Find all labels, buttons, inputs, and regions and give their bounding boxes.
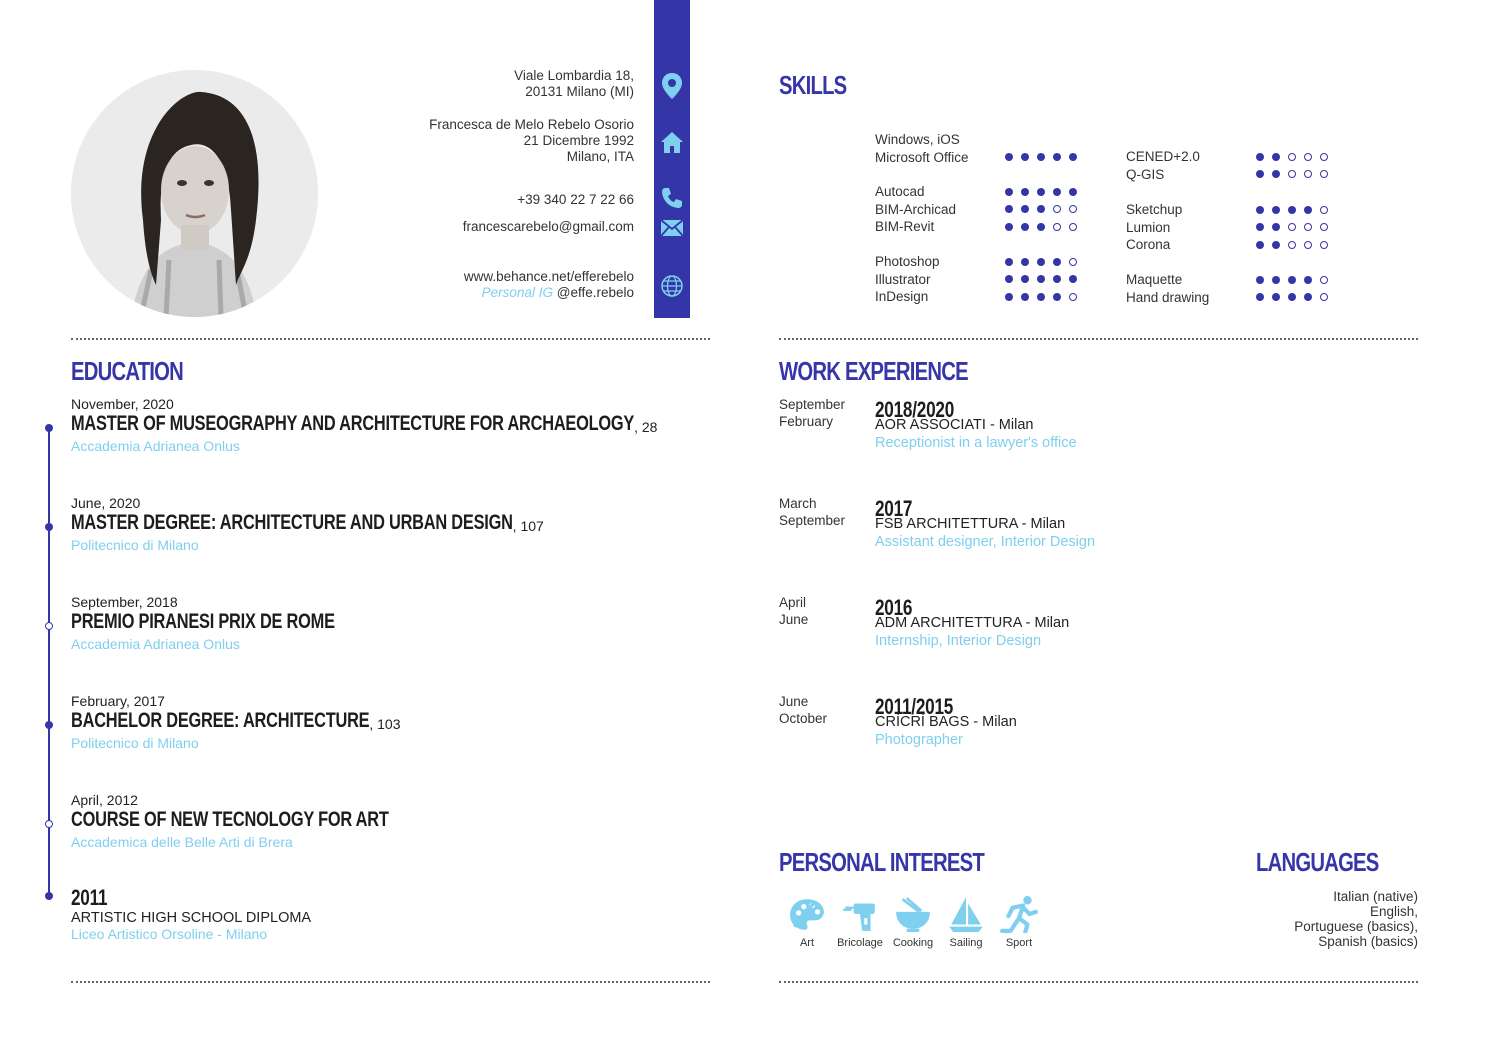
edu-title: COURSE OF NEW TECNOLOGY FOR ART — [71, 808, 389, 831]
edu-title-row — [71, 511, 637, 537]
level-dot-filled — [1005, 188, 1013, 196]
skill-name: Windows, iOS — [875, 132, 960, 147]
address-line-1: Viale Lombardia 18, — [514, 68, 634, 83]
level-dot-filled — [1037, 275, 1045, 283]
level-dot-filled — [1053, 293, 1061, 301]
level-dot-filled — [1037, 258, 1045, 266]
level-dot-filled — [1256, 206, 1264, 214]
birth-place: Milano, ITA — [566, 149, 634, 164]
edu-title-row — [71, 709, 454, 735]
timeline-dot — [45, 892, 53, 900]
level-dot-filled — [1037, 188, 1045, 196]
education-item — [71, 693, 454, 751]
skill-level-row — [1005, 149, 1077, 167]
contact-icon-bar — [654, 0, 690, 318]
home-icon — [660, 130, 684, 154]
skill-level-row — [1005, 288, 1077, 306]
level-dot-empty — [1053, 223, 1061, 231]
skill-level-row — [1005, 183, 1077, 201]
skill-level-row — [1256, 166, 1328, 184]
profile-photo — [71, 70, 318, 317]
edu-institution: Politecnico di Milano — [71, 537, 199, 553]
level-dot-filled — [1288, 293, 1296, 301]
level-dot-filled — [1256, 293, 1264, 301]
work-year: 2016 — [875, 595, 913, 620]
work-months — [779, 396, 845, 430]
edu-institution: Accademica delle Belle Arti di Brera — [71, 834, 293, 850]
level-dot-empty — [1069, 223, 1077, 231]
edu-institution: Politecnico di Milano — [71, 735, 199, 751]
level-dot-empty — [1320, 293, 1328, 301]
skill-group — [1126, 148, 1200, 183]
web-links — [464, 269, 634, 301]
level-dot-filled — [1069, 188, 1077, 196]
level-dot-filled — [1005, 293, 1013, 301]
skill-name: Sketchup — [1126, 202, 1183, 217]
level-dot-filled — [1037, 293, 1045, 301]
edu-title: BACHELOR DEGREE: ARCHITECTURE — [71, 709, 370, 732]
work-year-row — [875, 694, 1017, 719]
address-line-2: 20131 Milano (MI) — [525, 84, 634, 99]
edu-title: ARTISTIC HIGH SCHOOL DIPLOMA — [71, 910, 312, 926]
address — [514, 68, 634, 100]
skill-levels — [1005, 183, 1077, 236]
level-dot-empty — [1288, 241, 1296, 249]
skill-level-row — [1256, 201, 1328, 219]
education-item — [71, 594, 409, 652]
skill-group — [875, 183, 956, 236]
edu-institution: Accademia Adrianea Onlus — [71, 636, 240, 652]
education-item — [71, 396, 793, 454]
level-dot-filled — [1272, 223, 1280, 231]
edu-year: 2011 — [71, 885, 108, 910]
edu-title: MASTER OF MUSEOGRAPHY AND ARCHITECTURE FOR ARCHAEOLOGY — [71, 412, 635, 435]
month-start: April — [779, 595, 807, 610]
edu-score: , 107 — [512, 518, 544, 534]
level-dot-filled — [1304, 293, 1312, 301]
level-dot-filled — [1288, 276, 1296, 284]
level-dot-filled — [1256, 276, 1264, 284]
work-heading: WORK EXPERIENCE — [779, 356, 968, 386]
skill-levels — [1256, 148, 1328, 183]
work-year-row — [875, 397, 1077, 422]
level-dot-filled — [1005, 275, 1013, 283]
interest-heading: PERSONAL INTEREST — [779, 847, 984, 877]
level-dot-filled — [1304, 276, 1312, 284]
phone-icon — [660, 186, 684, 210]
languages-heading: LANGUAGES — [1256, 847, 1379, 877]
edu-institution: Liceo Artistico Orsoline - Milano — [71, 926, 268, 942]
timeline-dot — [45, 523, 53, 531]
level-dot-empty — [1069, 293, 1077, 301]
divider — [779, 338, 1418, 340]
level-dot-filled — [1069, 275, 1077, 283]
level-dot-empty — [1304, 241, 1312, 249]
work-year: 2017 — [875, 496, 913, 521]
level-dot-filled — [1021, 275, 1029, 283]
month-end: June — [779, 612, 809, 627]
work-months — [779, 594, 808, 628]
skill-name: Lumion — [1126, 219, 1171, 235]
work-role: Internship, Interior Design — [875, 633, 1042, 649]
bowl-icon — [894, 895, 932, 933]
language-line: Spanish (basics) — [1318, 934, 1418, 949]
level-dot-filled — [1272, 153, 1280, 161]
timeline-dot-hollow — [45, 820, 53, 828]
skill-name: Corona — [1126, 237, 1171, 252]
work-months — [779, 495, 845, 529]
level-dot-empty — [1320, 170, 1328, 178]
skill-name: Illustrator — [875, 271, 931, 287]
skill-level-row — [1005, 253, 1077, 271]
skill-levels — [1256, 271, 1328, 306]
level-dot-filled — [1021, 205, 1029, 213]
edu-date: November, 2020 — [71, 396, 174, 412]
skill-group — [1126, 201, 1182, 254]
skill-levels — [1256, 201, 1328, 254]
month-end: September — [779, 513, 846, 528]
level-dot-filled — [1021, 188, 1029, 196]
level-dot-filled — [1272, 276, 1280, 284]
drill-icon — [841, 895, 879, 933]
level-dot-filled — [1272, 293, 1280, 301]
level-dot-filled — [1005, 153, 1013, 161]
skill-name: Autocad — [875, 184, 925, 199]
skill-group — [875, 131, 969, 166]
level-dot-filled — [1256, 170, 1264, 178]
skill-name: BIM-Revit — [875, 219, 935, 234]
level-dot-filled — [1256, 153, 1264, 161]
skill-name: Q-GIS — [1126, 166, 1165, 182]
email-link[interactable]: francescarebelo@gmail.com — [462, 219, 634, 234]
edu-date: February, 2017 — [71, 693, 165, 709]
skill-levels — [1005, 253, 1077, 306]
month-end: February — [779, 414, 834, 429]
interest-item — [832, 895, 888, 949]
level-dot-filled — [1272, 241, 1280, 249]
edu-title-row — [71, 610, 409, 636]
level-dot-empty — [1069, 205, 1077, 213]
skill-level-row — [1256, 148, 1328, 166]
work-item — [875, 595, 1069, 649]
level-dot-filled — [1069, 153, 1077, 161]
skill-name: Hand drawing — [1126, 289, 1210, 305]
level-dot-filled — [1304, 206, 1312, 214]
level-dot-empty — [1320, 276, 1328, 284]
skill-level-row — [1005, 218, 1077, 236]
month-start: September — [779, 397, 846, 412]
level-dot-filled — [1005, 205, 1013, 213]
globe-icon — [660, 274, 684, 298]
level-dot-filled — [1021, 258, 1029, 266]
skill-level-row — [1256, 219, 1328, 237]
divider — [71, 981, 710, 983]
birth-date: 21 Dicembre 1992 — [523, 133, 634, 148]
edu-title: MASTER DEGREE: ARCHITECTURE AND URBAN DESIGN — [71, 511, 513, 534]
skill-level-row — [1005, 131, 1077, 149]
location-icon — [660, 72, 684, 100]
runner-icon — [1000, 895, 1038, 933]
work-item — [875, 694, 1017, 748]
edu-score: , 103 — [369, 716, 401, 732]
timeline-dot-hollow — [45, 622, 53, 630]
sailboat-icon — [947, 895, 985, 933]
education-item-final — [71, 885, 311, 942]
interest-item — [779, 895, 835, 949]
level-dot-filled — [1037, 153, 1045, 161]
edu-institution: Accademia Adrianea Onlus — [71, 438, 240, 454]
website-link[interactable]: www.behance.net/efferebelo — [463, 269, 634, 284]
phone-number: +39 340 22 7 22 66 — [517, 192, 634, 207]
level-dot-empty — [1320, 206, 1328, 214]
level-dot-filled — [1037, 205, 1045, 213]
skill-name: BIM-Archicad — [875, 201, 957, 217]
interest-label: Sport — [1005, 937, 1033, 949]
interest-label: Sailing — [949, 937, 983, 949]
edu-date: June, 2020 — [71, 495, 141, 511]
divider — [71, 338, 710, 340]
language-line: English, — [1369, 904, 1418, 919]
skill-level-row — [1005, 201, 1077, 219]
interest-item — [885, 895, 941, 949]
palette-icon — [788, 895, 826, 933]
skill-name: Maquette — [1126, 272, 1183, 287]
language-line: Italian (native) — [1333, 889, 1418, 904]
edu-title-row — [71, 412, 793, 438]
work-role: Photographer — [875, 732, 963, 748]
interest-label: Cooking — [892, 937, 934, 949]
mail-icon — [660, 218, 684, 238]
level-dot-filled — [1005, 223, 1013, 231]
skill-level-row — [1256, 289, 1328, 307]
level-dot-empty — [1288, 153, 1296, 161]
skill-name: CENED+2.0 — [1126, 149, 1200, 164]
work-company: AOR ASSOCIATI - Milan — [875, 417, 1034, 433]
skill-name: InDesign — [875, 289, 929, 304]
level-dot-empty — [1304, 223, 1312, 231]
skill-level-row — [1256, 236, 1328, 254]
level-dot-empty — [1304, 170, 1312, 178]
work-item — [875, 496, 1095, 550]
level-dot-empty — [1320, 153, 1328, 161]
edu-date: September, 2018 — [71, 594, 178, 610]
work-year-row — [875, 595, 1069, 620]
interest-item — [938, 895, 994, 949]
interest-label: Bricolage — [837, 937, 883, 949]
work-year: 2011/2015 — [875, 694, 954, 719]
edu-score: , 28 — [634, 419, 658, 435]
full-name: Francesca de Melo Rebelo Osorio — [429, 117, 634, 132]
work-year: 2018/2020 — [875, 397, 955, 422]
level-dot-filled — [1053, 188, 1061, 196]
level-dot-empty — [1288, 223, 1296, 231]
edu-title: PREMIO PIRANESI PRIX DE ROME — [71, 610, 335, 633]
interest-label: Art — [799, 937, 815, 949]
level-dot-empty — [1320, 223, 1328, 231]
level-dot-filled — [1021, 223, 1029, 231]
ig-handle[interactable]: @effe.rebelo — [556, 285, 634, 300]
level-dot-filled — [1256, 223, 1264, 231]
level-dot-empty — [1053, 205, 1061, 213]
level-dot-filled — [1005, 258, 1013, 266]
level-dot-empty — [1304, 153, 1312, 161]
work-role: Receptionist in a lawyer's office — [875, 435, 1077, 451]
language-line: Portuguese (basics), — [1294, 919, 1418, 934]
education-heading: EDUCATION — [71, 356, 184, 386]
level-dot-empty — [1069, 258, 1077, 266]
edu-title-row — [71, 808, 478, 834]
level-dot-filled — [1037, 223, 1045, 231]
skills-heading: SKILLS — [779, 70, 847, 100]
level-dot-filled — [1288, 206, 1296, 214]
skill-level-row — [1005, 271, 1077, 289]
level-dot-filled — [1053, 275, 1061, 283]
work-months — [779, 693, 827, 727]
timeline-dot — [45, 721, 53, 729]
languages-list — [1294, 889, 1418, 949]
education-item — [71, 792, 478, 850]
skill-level-row — [1256, 271, 1328, 289]
ig-label: Personal IG — [481, 285, 553, 300]
level-dot-filled — [1021, 153, 1029, 161]
work-company: ADM ARCHITETTURA - Milan — [875, 615, 1070, 631]
divider — [779, 981, 1418, 983]
skill-name: Microsoft Office — [875, 149, 969, 165]
level-dot-empty — [1320, 241, 1328, 249]
level-dot-filled — [1256, 241, 1264, 249]
level-dot-filled — [1272, 206, 1280, 214]
education-item — [71, 495, 637, 553]
skill-group — [875, 253, 940, 306]
level-dot-empty — [1288, 170, 1296, 178]
work-company: FSB ARCHITETTURA - Milan — [875, 516, 1066, 532]
skill-name: Photoshop — [875, 254, 940, 269]
edu-date: April, 2012 — [71, 792, 138, 808]
month-start: March — [779, 496, 817, 511]
timeline-dot — [45, 424, 53, 432]
skill-levels — [1005, 131, 1077, 166]
work-year-row — [875, 496, 1095, 521]
month-end: October — [779, 711, 828, 726]
skill-group — [1126, 271, 1209, 306]
level-dot-filled — [1053, 258, 1061, 266]
interest-item — [991, 895, 1047, 949]
work-role: Assistant designer, Interior Design — [875, 534, 1096, 550]
month-start: June — [779, 694, 809, 709]
work-company: CRÌCRÌ BAGS - Milan — [875, 714, 1017, 730]
personal-info — [429, 117, 634, 165]
work-item — [875, 397, 1077, 451]
level-dot-filled — [1021, 293, 1029, 301]
level-dot-filled — [1272, 170, 1280, 178]
level-dot-filled — [1053, 153, 1061, 161]
